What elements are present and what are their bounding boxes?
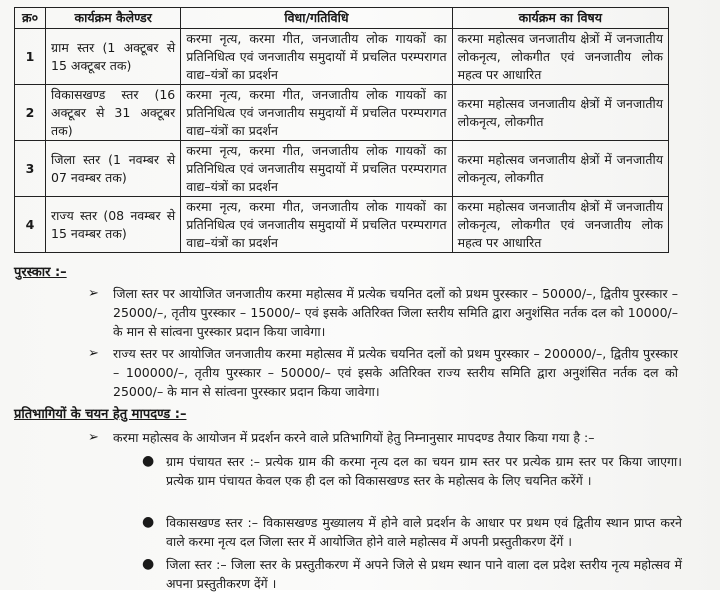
- cell-subject: करमा महोत्सव जनजातीय क्षेत्रों में जनजातीय लोकनृत्य, लोकगीत एवं जनजातीय लोक महत्व पर आधारित: [452, 197, 668, 253]
- criteria-item-gram-panchayat: [142, 452, 682, 490]
- karma-festival-schedule-table: [14, 7, 669, 253]
- criteria-text: विकासखण्ड स्तर :– विकासखण्ड मुख्यालय में होने वाले प्रदर्शन के आधार पर प्रथम एवं द्वितीय स्थान प्राप्त करने वाले करमा नृत्य दल जिला स्तर में आयोजित होने वाले महोत्सव में अपनी प्रस्तुतीकरण देंगें ।: [166, 515, 682, 549]
- arrow-bullet-icon: ➢: [88, 346, 99, 361]
- award-item-district: [88, 284, 678, 341]
- criteria-intro-text: करमा महोत्सव के आयोजन में प्रदर्शन करने वाले प्रतिभागियों हेतु निम्नानुसार मापदण्ड तैयार किया गया है :–: [113, 430, 595, 445]
- cell-subject: करमा महोत्सव जनजातीय क्षेत्रों में जनजातीय लोकनृत्य, लोकगीत: [452, 141, 668, 197]
- arrow-bullet-icon: ➢: [88, 430, 99, 445]
- cell-calendar: जिला स्तर (1 नवम्बर से 07 नवम्बर तक): [46, 141, 181, 197]
- bullet-dot-icon: ●: [142, 453, 155, 469]
- table-header-row: [15, 8, 669, 29]
- cell-subject: करमा महोत्सव जनजातीय क्षेत्रों में जनजातीय लोकनृत्य, लोकगीत एवं जनजातीय लोक महत्व पर आधारित: [452, 29, 668, 85]
- award-text: राज्य स्तर पर आयोजित जनजातीय करमा महोत्सव में प्रत्येक चयनित दलों को प्रथम पुरस्कार – 200000/–, द्वितीय पुरस्कार – 100000/–, तृतीय पुरस्कार – 50000/– एवं इसके अतिरिक्त राज्य स्तरीय समिति द्वारा अनुशंसित नर्तक दल को 25000/– के मान से सांत्वना पुरस्कार प्रदान किया जावेगा।: [113, 346, 678, 399]
- criteria-item-district-level: [142, 555, 682, 593]
- table-row: [15, 141, 669, 197]
- table-row: [15, 29, 669, 85]
- table-row: [15, 197, 669, 253]
- criteria-intro: [88, 428, 678, 447]
- cell-calendar: राज्य स्तर (08 नवम्बर से 15 नवम्बर तक): [46, 197, 181, 253]
- cell-activity: करमा नृत्य, करमा गीत, जनजातीय लोक गायकों का प्रतिनिधित्व एवं जनजातीय समुदायों में प्रचलित परम्परागत वाद्य–यंत्रों का प्रदर्शन: [181, 141, 452, 197]
- header-activity: विधा/गतिविधि: [181, 8, 452, 29]
- bullet-dot-icon: ●: [142, 514, 155, 530]
- cell-activity: करमा नृत्य, करमा गीत, जनजातीय लोक गायकों का प्रतिनिधित्व एवं जनजातीय समुदायों में प्रचलित परम्परागत वाद्य–यंत्रों का प्रदर्शन: [181, 29, 452, 85]
- cell-serial-number: 1: [15, 29, 46, 85]
- cell-serial-number: 2: [15, 85, 46, 141]
- criteria-text: ग्राम पंचायत स्तर :– प्रत्येक ग्राम की करमा नृत्य दल का चयन ग्राम स्तर पर प्रत्येक ग्राम स्तर पर किया जाएगा। प्रत्येक ग्राम पंचायत केवल एक ही दल को विकासखण्ड स्तर के महोत्सव के लिए चयनित करेंगें ।: [166, 454, 682, 488]
- cell-activity: करमा नृत्य, करमा गीत, जनजातीय लोक गायकों का प्रतिनिधित्व एवं जनजातीय समुदायों में प्रचलित परम्परागत वाद्य–यंत्रों का प्रदर्शन: [181, 197, 452, 253]
- table-row: [15, 85, 669, 141]
- bullet-dot-icon: ●: [142, 556, 155, 572]
- cell-serial-number: 4: [15, 197, 46, 253]
- cell-calendar: ग्राम स्तर (1 अक्टूबर से 15 अक्टूबर तक): [46, 29, 181, 85]
- cell-calendar: विकासखण्ड स्तर (16 अक्टूबर से 31 अक्टूबर तक): [46, 85, 181, 141]
- selection-criteria-heading: प्रतिभागियों के चयन हेतु मापदण्ड :–: [14, 407, 187, 422]
- criteria-text: जिला स्तर :– जिला स्तर के प्रस्तुतीकरण में अपने जिले से प्रथम स्थान पाने वाला दल प्रदेश स्तरीय नृत्य महोत्सव में अपना प्रस्तुतीकरण देंगें ।: [166, 557, 682, 591]
- awards-heading: पुरस्कार :–: [14, 265, 67, 280]
- criteria-item-block-level: [142, 513, 682, 551]
- header-program-subject: कार्यक्रम का विषय: [452, 8, 668, 29]
- cell-subject: करमा महोत्सव जनजातीय क्षेत्रों में जनजातीय लोकनृत्य, लोकगीत: [452, 85, 668, 141]
- award-text: जिला स्तर पर आयोजित जनजातीय करमा महोत्सव में प्रत्येक चयनित दलों को प्रथम पुरस्कार – 50000/–, द्वितीय पुरस्कार – 25000/–, तृतीय पुरस्कार – 15000/– एवं इसके अतिरिक्त जिला स्तरीय समिति द्वारा अनुशंसित नर्तक दल को 10000/– के मान से सांत्वना पुरस्कार प्रदान किया जावेगा।: [113, 286, 678, 339]
- cell-activity: करमा नृत्य, करमा गीत, जनजातीय लोक गायकों का प्रतिनिधित्व एवं जनजातीय समुदायों में प्रचलित परम्परागत वाद्य–यंत्रों का प्रदर्शन: [181, 85, 452, 141]
- header-serial-number: क्र०: [15, 8, 46, 29]
- header-program-calendar: कार्यक्रम कैलेण्डर: [46, 8, 181, 29]
- arrow-bullet-icon: ➢: [88, 286, 99, 301]
- award-item-state: [88, 344, 678, 401]
- cell-serial-number: 3: [15, 141, 46, 197]
